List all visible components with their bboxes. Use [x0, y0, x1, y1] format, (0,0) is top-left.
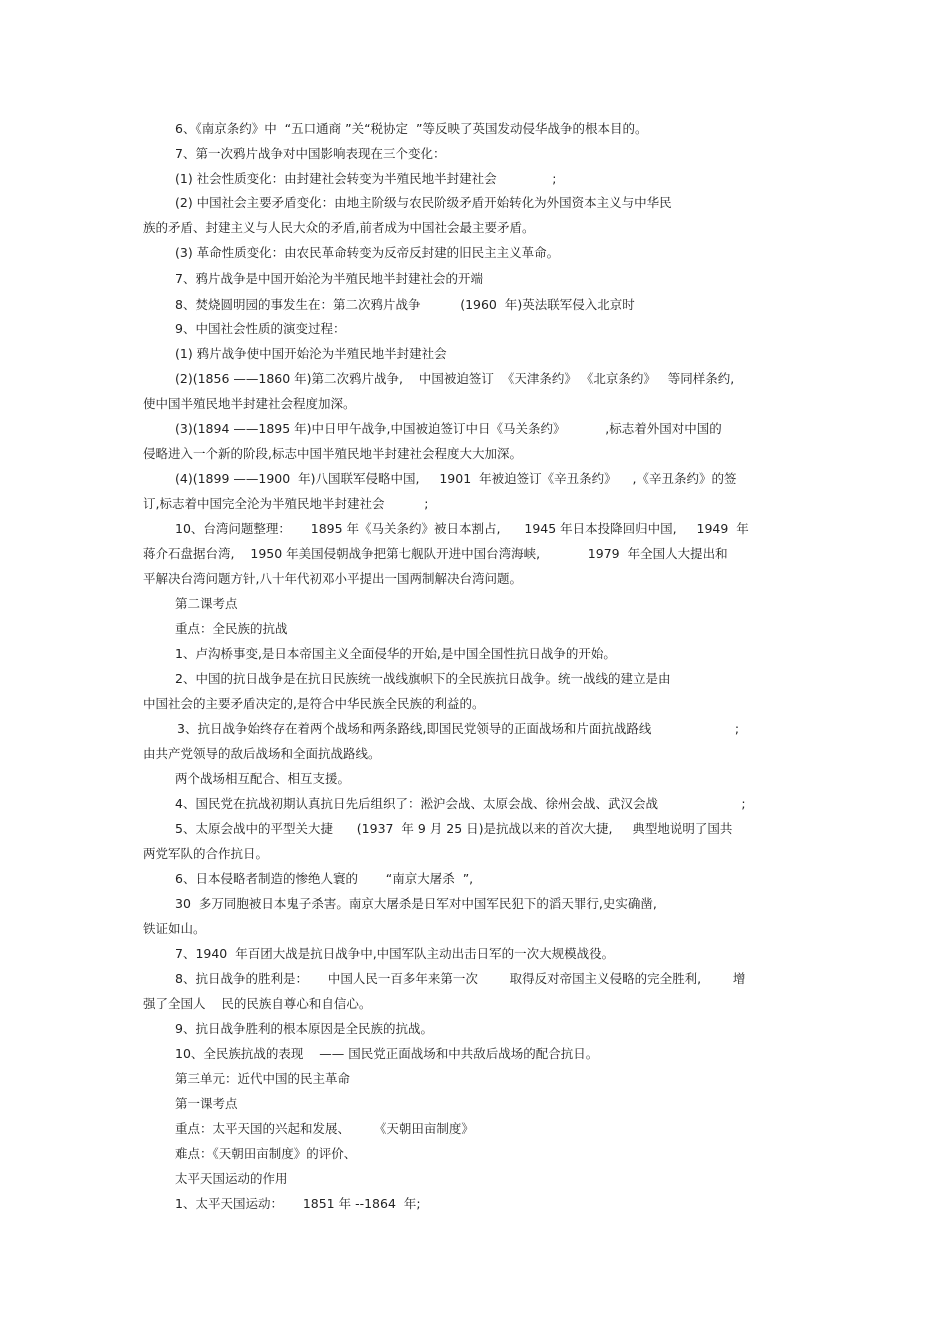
text-line: (3)(1894 ——1895 年)中日甲午战争,中国被迫签订中日《马关条约》 ,标志着外国对中国的: [175, 421, 722, 436]
text-line: 重点：太平天国的兴起和发展、 《天朝田亩制度》: [175, 1121, 474, 1136]
text-line: 7、第一次鸦片战争对中国影响表现在三个变化：: [175, 146, 446, 161]
text-line: 难点：《天朝田亩制度》的评价、: [175, 1146, 357, 1161]
text-line: 第三单元：近代中国的民主革命: [175, 1071, 351, 1086]
text-line: 8、焚烧圆明园的事发生在：第二次鸦片战争 (1960 年)英法联军侵入北京时: [175, 297, 635, 312]
text-line: (2)(1856 ——1860 年)第二次鸦片战争, 中国被迫签订 《天津条约》 《北京条约》 等同样条约,: [175, 371, 735, 386]
text-line: 10、台湾问题整理： 1895 年《马关条约》被日本割占, 1945 年日本投降回归中国, 1949 年: [175, 521, 749, 536]
text-line: 30 多万同胞被日本鬼子杀害。南京大屠杀是日军对中国军民犯下的滔天罪行,史实确凿,: [175, 896, 657, 911]
text-line: 第一课考点: [175, 1096, 238, 1111]
text-line: 蒋介石盘据台湾, 1950 年美国侵朝战争把第七舰队开进中国台湾海峡, 1979 年全国人大提出和: [143, 546, 728, 561]
text-line: 10、全民族抗战的表现 —— 国民党正面战场和中共敌后战场的配合抗日。: [175, 1046, 599, 1061]
text-line: 8、抗日战争的胜利是： 中国人民一百多年来第一次 取得反对帝国主义侵略的完全胜利, 增: [175, 971, 746, 986]
text-line: 中国社会的主要矛盾决定的,是符合中华民族全民族的利益的。: [143, 696, 485, 711]
text-line: 1、卢沟桥事变,是日本帝国主义全面侵华的开始,是中国全国性抗日战争的开始。: [175, 646, 616, 661]
text-line: (1) 鸦片战争使中国开始沦为半殖民地半封建社会: [175, 346, 447, 361]
text-line: 第二课考点: [175, 596, 238, 611]
text-line: 6、《南京条约》中 “五口通商 ”关“税协定 ”等反映了英国发动侵华战争的根本目的。: [175, 121, 648, 136]
text-line: 7、1940 年百团大战是抗日战争中,中国军队主动出击日军的一次大规模战役。: [175, 946, 615, 961]
text-line: 6、日本侵略者制造的惨绝人寰的 “南京大屠杀 ”,: [175, 871, 474, 886]
text-line: 侵略进入一个新的阶段,标志中国半殖民地半封建社会程度大大加深。: [143, 446, 522, 461]
text-line: 铁证如山。: [143, 921, 206, 936]
text-line: 3、抗日战争始终存在着两个战场和两条路线,即国民党领导的正面战场和片面抗战路线 ;: [177, 721, 740, 736]
text-line: 9、抗日战争胜利的根本原因是全民族的抗战。: [175, 1021, 433, 1036]
text-line: (2) 中国社会主要矛盾变化：由地主阶级与农民阶级矛盾开始转化为外国资本主义与中华民: [175, 195, 672, 210]
text-line: 2、中国的抗日战争是在抗日民族统一战线旗帜下的全民族抗日战争。统一战线的建立是由: [175, 671, 671, 686]
text-line: 强了全国人 民的民族自尊心和自信心。: [143, 996, 372, 1011]
text-line: 太平天国运动的作用: [175, 1171, 288, 1186]
text-line: (4)(1899 ——1900 年)八国联军侵略中国, 1901 年被迫签订《辛丑条约》 ,《辛丑条约》的签: [175, 471, 737, 486]
text-line: 1、太平天国运动： 1851 年 --1864 年;: [175, 1196, 421, 1211]
text-line: (1) 社会性质变化：由封建社会转变为半殖民地半封建社会 ;: [175, 171, 557, 186]
text-line: 5、太原会战中的平型关大捷 (1937 年 9 月 25 日)是抗战以来的首次大捷, 典型地说明了国共: [175, 821, 733, 836]
text-line: 重点：全民族的抗战: [175, 621, 288, 636]
text-line: 两个战场相互配合、相互支援。: [175, 771, 351, 786]
text-line: 由共产党领导的敌后战场和全面抗战路线。: [143, 746, 381, 761]
text-line: 使中国半殖民地半封建社会程度加深。: [143, 396, 356, 411]
text-line: (3) 革命性质变化：由农民革命转变为反帝反封建的旧民主主义革命。: [175, 245, 560, 260]
text-line: 订,标志着中国完全沦为半殖民地半封建社会 ;: [143, 496, 429, 511]
text-line: 两党军队的合作抗日。: [143, 846, 269, 861]
text-line: 4、国民党在抗战初期认真抗日先后组织了：淞沪会战、太原会战、徐州会战、武汉会战 ;: [175, 796, 746, 811]
text-line: 7、鸦片战争是中国开始沦为半殖民地半封建社会的开端: [175, 271, 483, 286]
text-line: 平解决台湾问题方针,八十年代初邓小平提出一国两制解决台湾问题。: [143, 571, 522, 586]
text-line: 族的矛盾、封建主义与人民大众的矛盾,前者成为中国社会最主要矛盾。: [143, 220, 535, 235]
text-line: 9、中国社会性质的演变过程：: [175, 321, 346, 336]
